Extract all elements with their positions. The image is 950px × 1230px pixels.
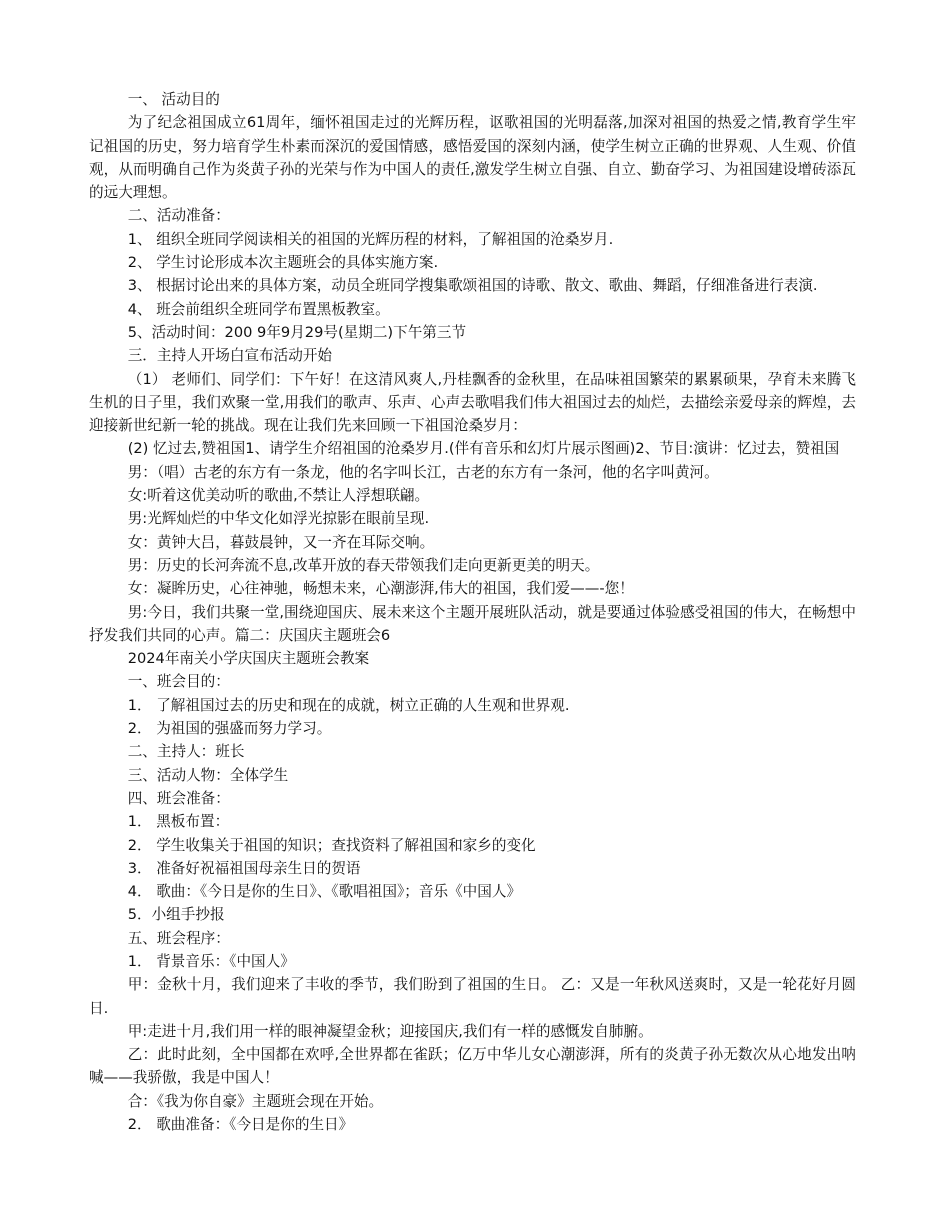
paragraph: 3． 准备好祝福祖国母亲生日的贺语 — [127, 859, 361, 877]
paragraph: 4． 歌曲：《今日是你的生日》、《歌唱祖国》；音乐《中国人》 — [127, 883, 522, 901]
paragraph: 1． 黑板布置： — [127, 813, 230, 831]
paragraph: 4、 班会前组织全班同学布置黑板教室。 — [127, 300, 390, 318]
paragraph: 一、班会目的： — [127, 673, 230, 691]
paragraph: 2． 学生收集关于祖国的知识；查找资料了解祖国和家乡的变化 — [127, 836, 536, 854]
paragraph: 一、 活动目的 — [127, 91, 220, 108]
paragraph: 女:听着这优美动听的歌曲,不禁让人浮想联翩。 — [127, 487, 430, 505]
paragraph: 男：历史的长河奔流不息,改革开放的春天带领我们走向更新更美的明天。 — [127, 556, 600, 574]
paragraph: 2024年南关小学庆国庆主题班会教案 — [127, 650, 370, 668]
paragraph: 3、 根据讨论出来的具体方案，动员全班同学搜集歌颂祖国的诗歌、散文、歌曲、舞蹈，仔细准备进行表演. — [127, 277, 818, 295]
paragraph: 2、 学生讨论形成本次主题班会的具体实施方案. — [127, 254, 439, 272]
paragraph: 二、活动准备： — [127, 207, 230, 225]
paragraph: 二、主持人：班长 — [127, 743, 245, 761]
paragraph: 男:光辉灿烂的中华文化如浮光掠影在眼前呈现. — [127, 510, 430, 528]
paragraph: 女：黄钟大吕，暮鼓晨钟，又一齐在耳际交响。 — [127, 533, 435, 551]
paragraph: 男：（唱）古老的东方有一条龙，他的名字叫长江，古老的东方有一条河，他的名字叫黄河。 — [127, 463, 719, 481]
paragraph: 甲：金秋十月，我们迎来了丰收的季节，我们盼到了祖国的生日。 乙：又是一年秋风送爽时，又是一轮花好月圆日. — [89, 976, 856, 1017]
paragraph: 合：《我为你自豪》主题班会现在开始。 — [127, 1092, 384, 1110]
paragraph: 三．主持人开场白宣布活动开始 — [127, 347, 333, 365]
paragraph: 为了纪念祖国成立61周年，缅怀祖国走过的光辉历程，讴歌祖国的光明磊落,加深对祖国的热爱之情,教育学生牢记祖国的历史，努力培育学生朴素而深沉的爱国情感，感悟爱国的深刻内涵，使学生树立正确的世界观、人生观、价值观，从而明确自己作为炎黄子孙的光荣与作为中国人的责任,激发学生树立自强、自立、勤奋学习、为祖国建设增砖添瓦的远大理想。 — [89, 114, 856, 202]
paragraph: 四、班会准备： — [127, 789, 230, 807]
document-body — [89, 88, 856, 1136]
paragraph: 5、活动时间：200 9年9月29号(星期二)下午第三节 — [127, 323, 467, 341]
paragraph: 5．小组手抄报 — [127, 906, 225, 924]
paragraph: 五、班会程序： — [127, 929, 230, 947]
paragraph: (2) 忆过去,赞祖国1、请学生介绍祖国的沧桑岁月.(伴有音乐和幻灯片展示图画)2、节目:演讲：忆过去，赞祖国 — [127, 440, 840, 458]
paragraph: 2． 歌曲准备：《今日是你的生日》 — [127, 1116, 354, 1134]
paragraph: 女：凝眸历史，心往神驰，畅想未来，心潮澎湃,伟大的祖国，我们爱——-您！ — [127, 580, 634, 598]
paragraph: （1） 老师们、同学们：下午好！在这清风爽人,丹桂飘香的金秋里，在品味祖国繁荣的累累硕果，孕育未来腾飞生机的日子里，我们欢聚一堂,用我们的歌声、乐声、心声去歌唱我们伟大祖国过去的灿烂，去描绘亲爱母亲的辉煌，去迎接新世纪新一轮的挑战。现在让我们先来回顾一下祖国沧桑岁月： — [89, 370, 856, 435]
paragraph: 男:今日，我们共聚一堂,围绕迎国庆、展未来这个主题开展班队活动，就是要通过体验感受祖国的伟大，在畅想中抒发我们共同的心声。篇二：庆国庆主题班会6 — [89, 603, 856, 644]
paragraph: 甲:走进十月,我们用一样的眼神凝望金秋；迎接国庆,我们有一样的感慨发自肺腑。 — [127, 1022, 653, 1040]
paragraph: 1、 组织全班同学阅读相关的祖国的光辉历程的材料，了解祖国的沧桑岁月. — [127, 230, 614, 248]
paragraph: 三、活动人物：全体学生 — [127, 766, 289, 784]
paragraph: 乙：此时此刻，全中国都在欢呼,全世界都在雀跃；亿万中华儿女心潮澎湃，所有的炎黄子孙无数次从心地发出呐喊——我骄傲，我是中国人！ — [89, 1046, 856, 1087]
paragraph: 2． 为祖国的强盛而努力学习。 — [127, 720, 332, 738]
paragraph: 1． 了解祖国过去的历史和现在的成就，树立正确的人生观和世界观. — [127, 696, 570, 714]
paragraph: 1． 背景音乐：《中国人》 — [127, 952, 295, 970]
